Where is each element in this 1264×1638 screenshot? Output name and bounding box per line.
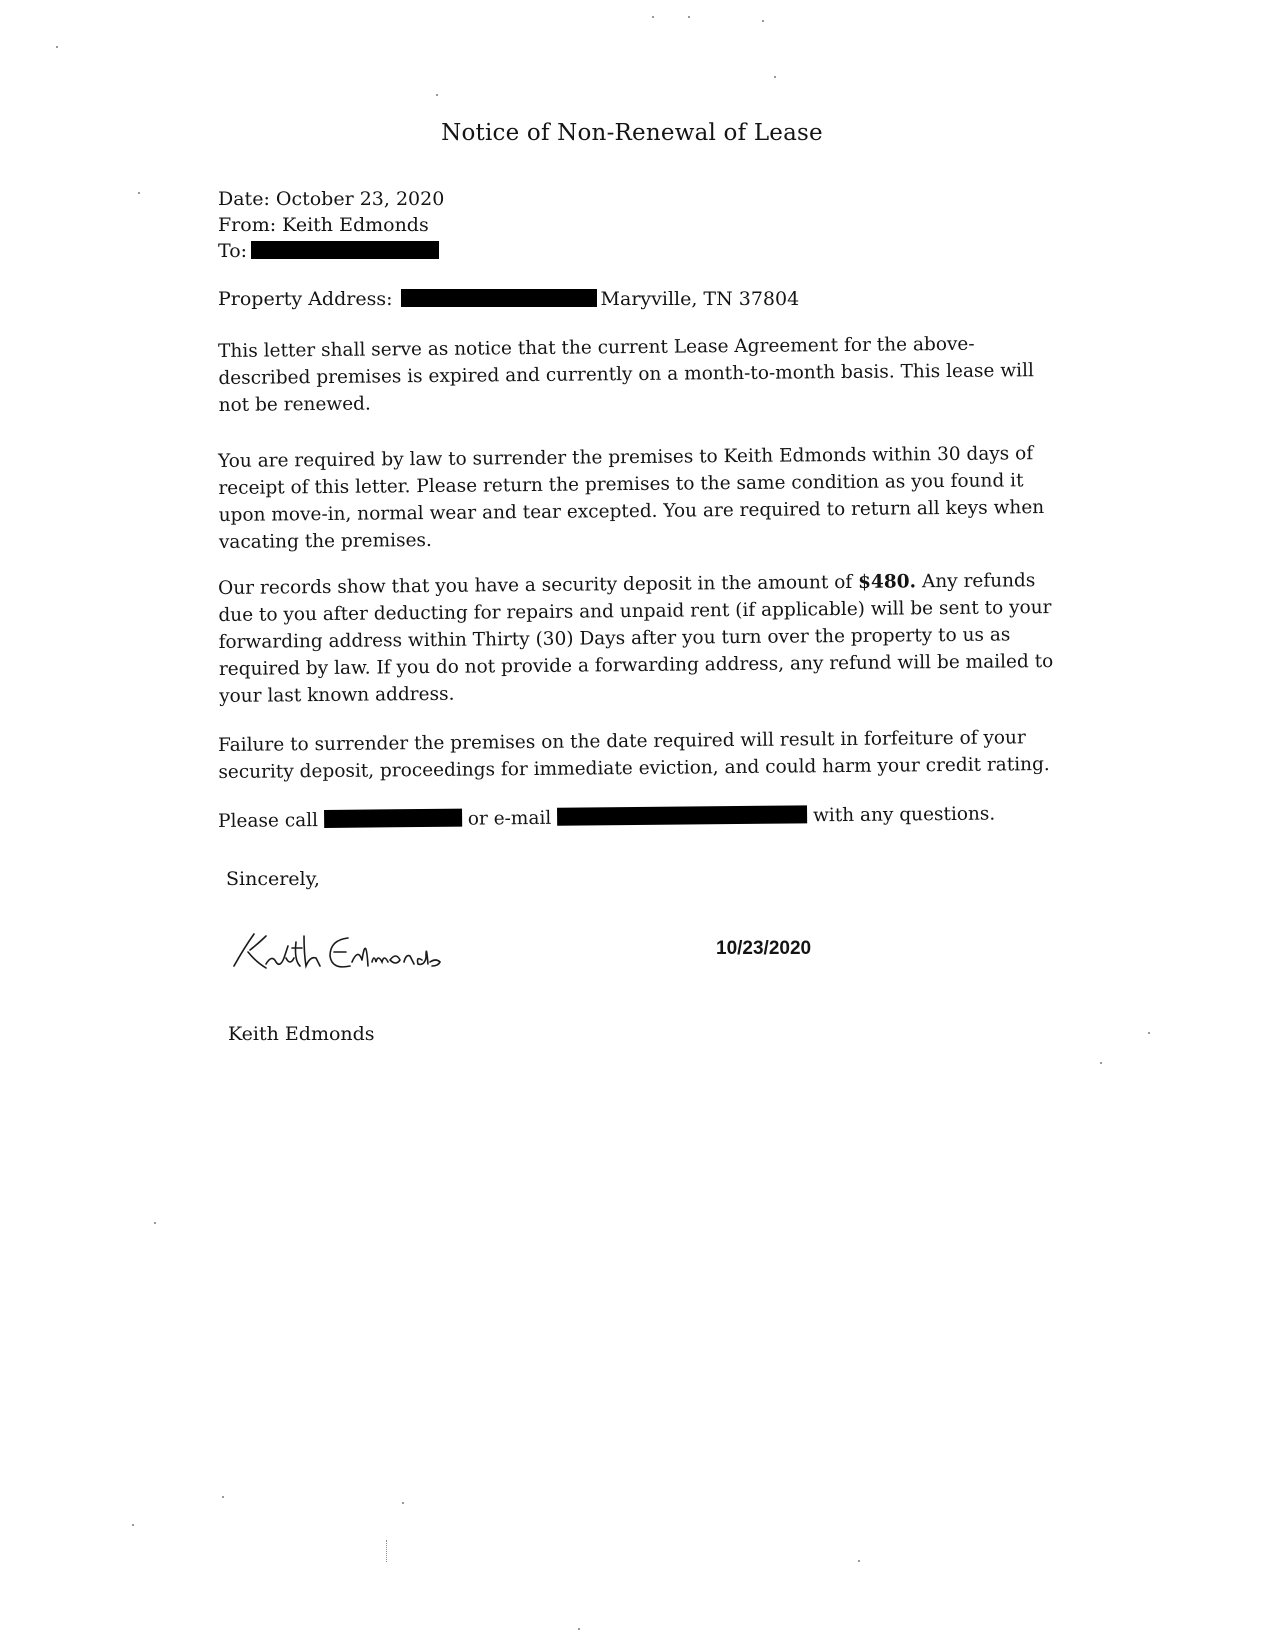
deposit-text-before: Our records show that you have a security deposit in the amount of xyxy=(218,571,853,599)
closing: Sincerely, xyxy=(226,868,320,890)
property-label: Property Address: xyxy=(218,288,393,310)
scan-speck xyxy=(402,1502,404,1504)
date-line: Date: October 23, 2020 xyxy=(218,188,445,210)
to-line xyxy=(218,238,444,264)
scan-speck xyxy=(578,1628,580,1630)
to-label: To: xyxy=(218,240,248,262)
scan-speck xyxy=(138,192,140,194)
scan-speck xyxy=(154,1222,156,1224)
letter-header xyxy=(218,186,444,264)
document-title: Notice of Non-Renewal of Lease xyxy=(441,120,823,146)
scan-artifact xyxy=(386,1540,387,1562)
scan-speck xyxy=(132,1524,134,1526)
property-address-line xyxy=(218,288,799,310)
scan-speck xyxy=(56,46,58,48)
contact-call-text: Please call xyxy=(218,810,319,832)
scan-speck xyxy=(688,16,690,18)
street-redaction xyxy=(401,289,597,307)
paragraph-deposit xyxy=(218,567,1054,710)
handwritten-signature xyxy=(226,928,446,976)
deposit-text-after: Any refunds due to you after deducting for repairs and unpaid rent (if applicable) will be sent to your forwarding address within Thirty (30) Days after you turn over the property to us as required by law. If you do not provide a forwarding address, any refund will be mailed to your last known address. xyxy=(218,570,1054,707)
deposit-amount: $480. xyxy=(857,571,917,593)
from-line: From: Keith Edmonds xyxy=(218,214,429,236)
contact-email-text: or e-mail xyxy=(467,807,552,830)
email-redaction xyxy=(557,805,807,825)
scan-speck xyxy=(858,1560,860,1562)
scan-speck xyxy=(762,20,764,22)
property-city: Maryville, TN 37804 xyxy=(600,288,800,310)
paragraph-surrender: You are required by law to surrender the premises to Keith Edmonds within 30 days of receipt of this letter. Please return the premises to the same condition as you found it upon move-in, normal wear and tear excepted. You are required to return all keys when vacating the premises. xyxy=(218,443,1045,553)
paragraph-notice: This letter shall serve as notice that the current Lease Agreement for the above-described premises is expired and currently on a month-to-month basis. This lease will not be renewed. xyxy=(218,333,1034,416)
scan-speck xyxy=(222,1496,224,1498)
contact-line xyxy=(218,800,1018,835)
scan-speck xyxy=(1100,1062,1102,1064)
contact-end-text: with any questions. xyxy=(812,803,996,827)
signer-name: Keith Edmonds xyxy=(228,1023,375,1045)
signature-date: 10/23/2020 xyxy=(716,938,812,959)
paragraph-failure: Failure to surrender the premises on the date required will result in forfeiture of your security deposit, proceedings for immediate eviction, and could harm your credit rating. xyxy=(218,727,1050,783)
phone-redaction xyxy=(324,809,462,828)
recipient-redaction xyxy=(251,241,439,259)
scan-speck xyxy=(1148,1032,1150,1034)
scan-speck xyxy=(436,94,438,96)
scan-speck xyxy=(774,76,776,78)
scan-speck xyxy=(652,16,654,18)
